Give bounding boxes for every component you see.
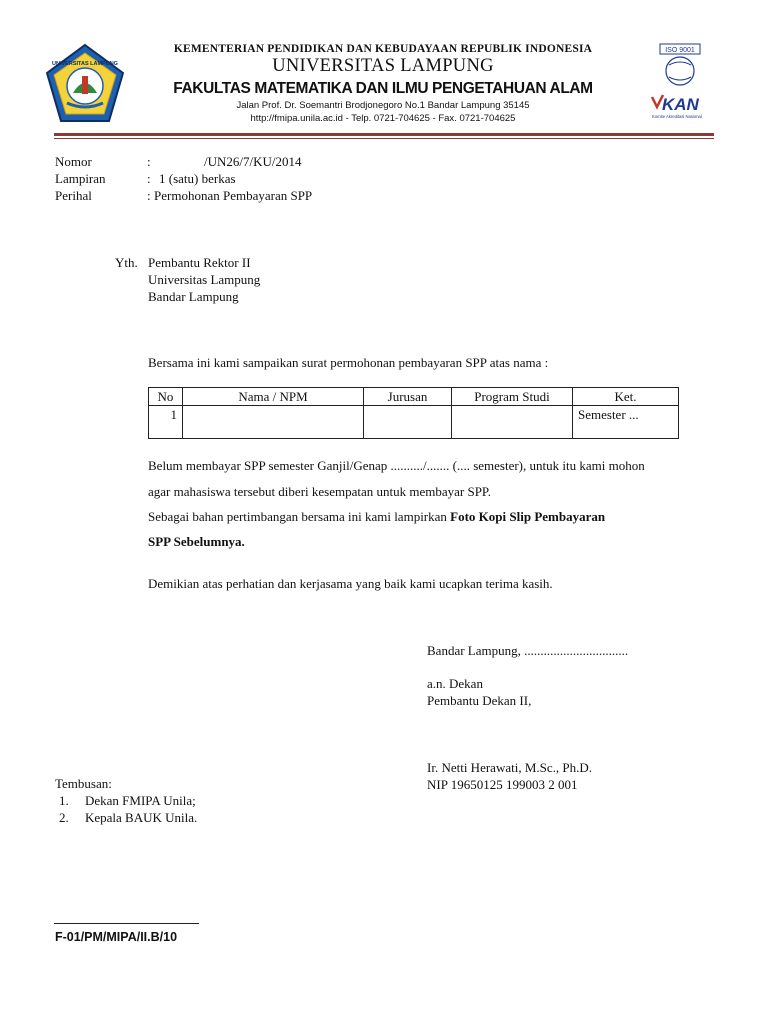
list-item-number: 1. xyxy=(59,793,69,808)
iso-certification-icon xyxy=(659,43,701,89)
ministry-name: KEMENTERIAN PENDIDIKAN DAN KEBUDAYAAN REPUBLIK INDONESIA xyxy=(173,43,593,55)
cell-no: 1 xyxy=(149,406,183,439)
attachment-title-continued: SPP Sebelumnya. xyxy=(148,534,245,549)
meta-colon: : xyxy=(147,154,151,169)
recipient-salutation: Yth. xyxy=(115,255,138,270)
body-line-1: Belum membayar SPP semester Ganjil/Genap ........../....... (.... semester), untuk itu kami mohon xyxy=(148,458,645,473)
kan-caption: Komite Akreditasi Nasional xyxy=(652,114,702,119)
student-table xyxy=(148,387,679,439)
copies-list xyxy=(55,792,197,826)
place-date: Bandar Lampung, ................................ xyxy=(427,643,629,658)
on-behalf-line: a.n. Dekan xyxy=(427,676,483,691)
column-header-no: No xyxy=(149,388,183,406)
attachment-title: Foto Kopi Slip Pembayaran xyxy=(450,509,606,524)
meta-value-nomor: /UN26/7/KU/2014 xyxy=(204,154,302,169)
list-item xyxy=(55,809,197,826)
logo-text: UNIVERSITAS LAMPUNG xyxy=(52,61,118,67)
kan-logo-icon xyxy=(651,93,713,123)
kan-text: KAN xyxy=(662,95,699,114)
list-item-text: Kepala BAUK Unila. xyxy=(85,810,198,825)
university-logo-icon xyxy=(45,43,125,125)
signer-nip: NIP 19650125 199003 2 001 xyxy=(427,777,578,792)
faculty-contact: http://fmipa.unila.ac.id - Telp. 0721-704625 - Fax. 0721-704625 xyxy=(250,113,516,124)
signer-position: Pembantu Dekan II, xyxy=(427,693,532,708)
table-row xyxy=(149,406,679,439)
intro-paragraph: Bersama ini kami sampaikan surat permohonan pembayaran SPP atas nama : xyxy=(148,355,549,370)
recipient-line: Bandar Lampung xyxy=(148,289,239,304)
recipient-line: Universitas Lampung xyxy=(148,272,261,287)
column-header-study-program: Program Studi xyxy=(452,388,573,406)
cell-name xyxy=(183,406,364,439)
faculty-name: FAKULTAS MATEMATIKA DAN ILMU PENGETAHUAN ALAM xyxy=(173,80,593,97)
meta-label-nomor: Nomor xyxy=(55,154,92,169)
column-header-notes: Ket. xyxy=(573,388,679,406)
body-line-3 xyxy=(148,508,605,525)
meta-colon: : xyxy=(147,188,151,203)
list-item-number: 2. xyxy=(59,810,69,825)
list-item xyxy=(55,792,197,809)
cell-notes: Semester ... xyxy=(573,406,679,439)
column-header-name: Nama / NPM xyxy=(183,388,364,406)
recipient-line: Pembantu Rektor II xyxy=(148,255,251,270)
closing-paragraph: Demikian atas perhatian dan kerjasama yang baik kami ucapkan terima kasih. xyxy=(148,576,553,591)
body-line-2: agar mahasiswa tersebut diberi kesempatan untuk membayar SPP. xyxy=(148,484,491,499)
body-line-3-text: Sebagai bahan pertimbangan bersama ini kami lampirkan xyxy=(148,509,451,524)
meta-value-perihal: Permohonan Pembayaran SPP xyxy=(154,188,313,203)
cell-study-program xyxy=(452,406,573,439)
column-header-department: Jurusan xyxy=(364,388,452,406)
cell-department xyxy=(364,406,452,439)
list-item-text: Dekan FMIPA Unila; xyxy=(85,793,196,808)
faculty-address: Jalan Prof. Dr. Soemantri Brodjonegoro No.1 Bandar Lampung 35145 xyxy=(236,100,530,111)
university-name: UNIVERSITAS LAMPUNG xyxy=(272,56,494,76)
form-code: F-01/PM/MIPA/II.B/10 xyxy=(55,930,178,944)
header-divider-thick xyxy=(54,133,714,136)
meta-colon: : xyxy=(147,171,151,186)
copies-title: Tembusan: xyxy=(55,776,112,791)
signer-name: Ir. Netti Herawati, M.Sc., Ph.D. xyxy=(427,760,593,775)
table-header-row xyxy=(149,388,679,406)
meta-value-lampiran: 1 (satu) berkas xyxy=(159,171,236,186)
footer-divider xyxy=(54,923,199,924)
iso-text: ISO 9001 xyxy=(665,47,695,54)
meta-label-lampiran: Lampiran xyxy=(55,171,106,186)
meta-label-perihal: Perihal xyxy=(55,188,92,203)
body-line-4 xyxy=(148,533,245,550)
header-divider-thin xyxy=(54,138,714,139)
